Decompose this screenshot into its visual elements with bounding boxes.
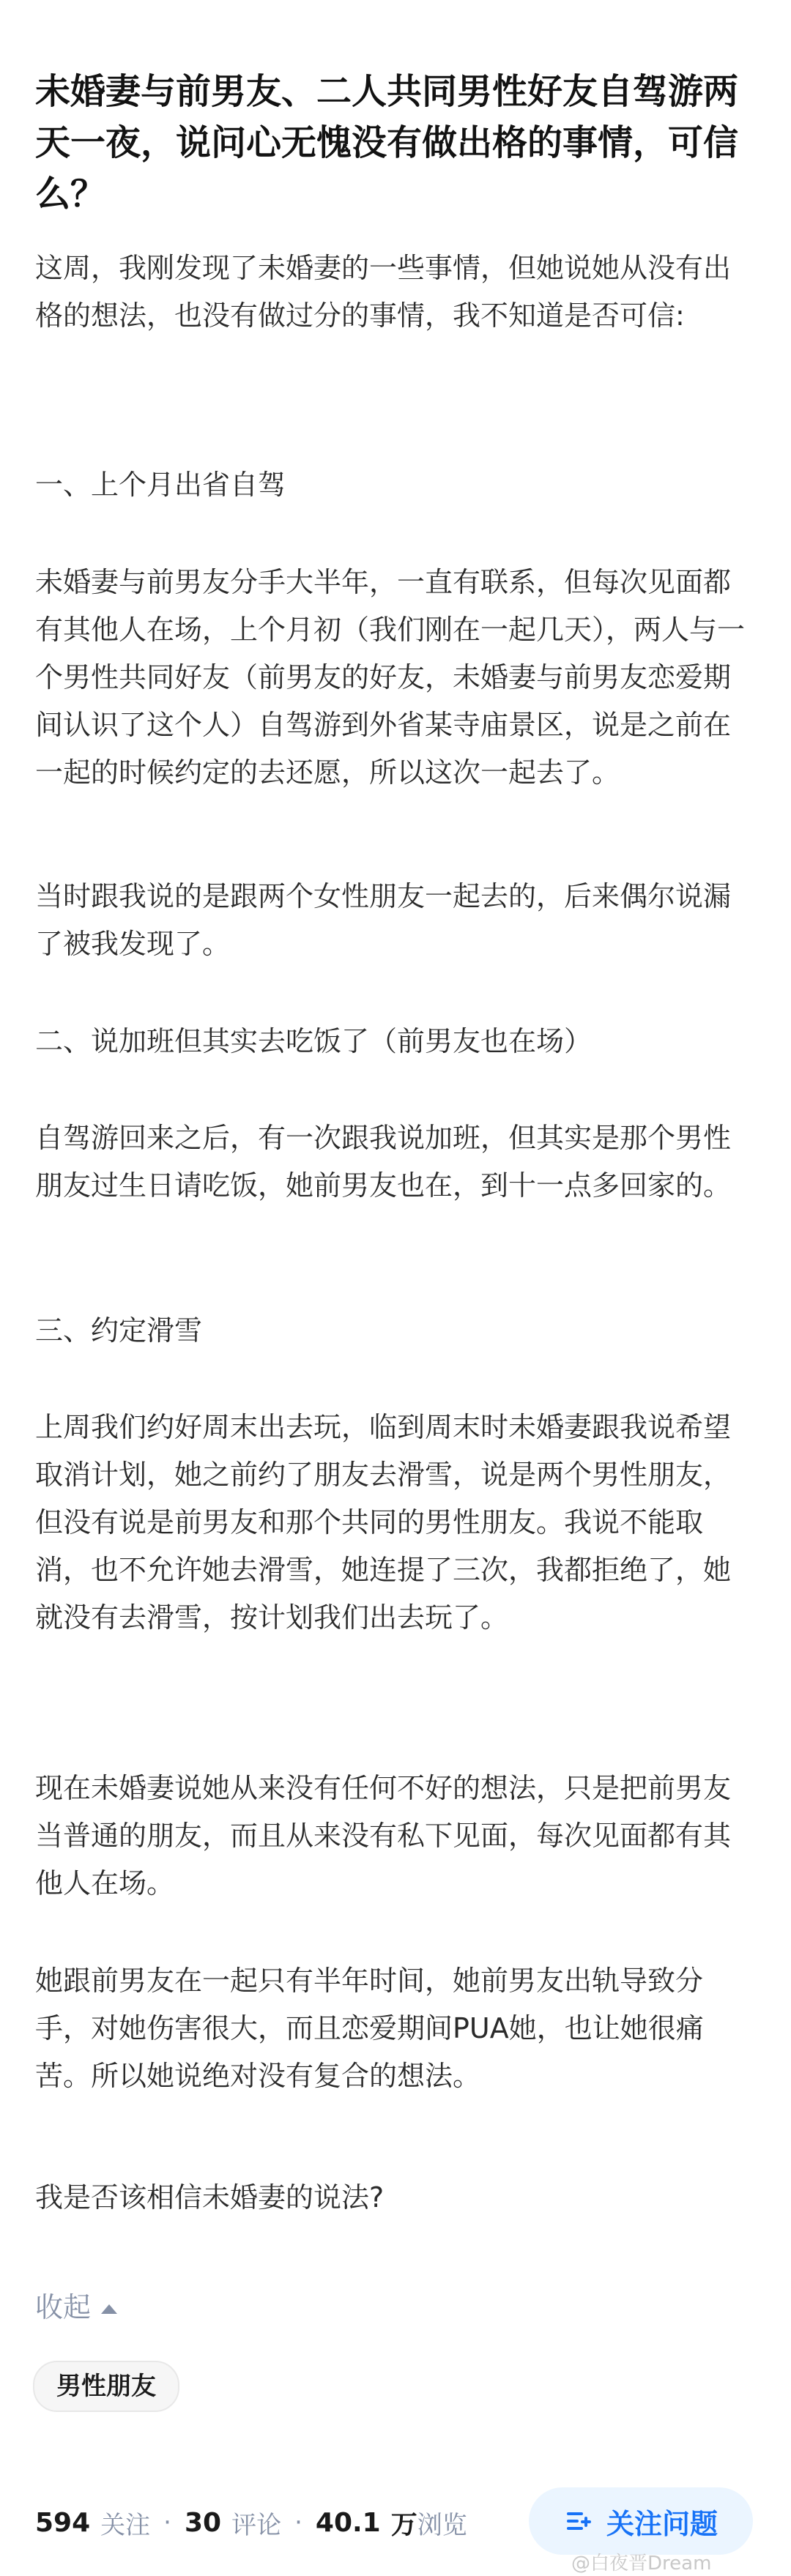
comment-count-label[interactable]: 评论 bbox=[231, 2510, 282, 2540]
question-paragraph: 现在未婚妻说她从来没有任何不好的想法，只是把前男友当普通的朋友，而且从来没有私下见面，每次见面都有其他人在场。 bbox=[35, 1772, 732, 1899]
view-count: 40.1 bbox=[315, 2507, 381, 2538]
question-paragraph: 上周我们约好周末出去玩，临到周末时未婚妻跟我说希望取消计划，她之前约了朋友去滑雪，说是两个男性朋友，但没有说是前男友和那个共同的男性朋友。我说不能取消，也不允许她去滑雪，她连提了三次，我都拒绝了，她就没有去滑雪，按计划我们出去玩了。 bbox=[35, 1411, 732, 1634]
stat-separator: · bbox=[294, 2508, 302, 2537]
question-title: 未婚妻与前男友、二人共同男性好友自驾游两天一夜，说问心无愧没有做出格的事情，可信么？ bbox=[35, 71, 739, 215]
follow-question-button[interactable] bbox=[529, 2487, 753, 2555]
section-heading: 三、约定滑雪 bbox=[35, 1314, 203, 1347]
view-count-unit: 万 bbox=[390, 2509, 417, 2540]
caret-up-icon bbox=[101, 2304, 117, 2314]
question-paragraph: 当时跟我说的是跟两个女性朋友一起去的，后来偶尔说漏了被我发现了。 bbox=[35, 880, 732, 960]
topic-tag[interactable]: 男性朋友 bbox=[33, 2361, 179, 2412]
section-heading: 二、说加班但其实去吃饭了（前男友也在场） bbox=[35, 1025, 593, 1057]
follow-count-label: 关注 bbox=[100, 2510, 151, 2540]
view-count-label: 浏览 bbox=[417, 2510, 467, 2540]
question-paragraph: 这周，我刚发现了未婚妻的一些事情，但她说她从没有出格的想法，也没有做过分的事情，我不知道是否可信: bbox=[35, 252, 732, 332]
collapse-button[interactable] bbox=[35, 2285, 117, 2329]
question-paragraph: 自驾游回来之后，有一次跟我说加班，但其实是那个男性朋友过生日请吃饭，她前男友也在，到十一点多回家的。 bbox=[35, 1122, 732, 1202]
follow-question-label: 关注问题 bbox=[606, 2507, 718, 2540]
comment-count[interactable]: 30 bbox=[184, 2507, 222, 2538]
follow-count: 594 bbox=[35, 2507, 91, 2538]
add-list-icon bbox=[564, 2506, 593, 2536]
watermark: @白夜晋Dream bbox=[571, 2553, 712, 2575]
question-paragraph: 未婚妻与前男友分手大半年，一直有联系，但每次见面都有其他人在场，上个月初（我们刚在一起几天），两人与一个男性共同好友（前男友的好友，未婚妻与前男友恋爱期间认识了这个人）自驾游到外省某寺庙景区，说是之前在一起的时候约定的去还愿，所以这次一起去了。 bbox=[35, 566, 746, 789]
question-paragraph: 她跟前男友在一起只有半年时间，她前男友出轨导致分手，对她伤害很大，而且恋爱期间PUA她，也让她很痛苦。所以她说绝对没有复合的想法。 bbox=[35, 1965, 704, 2092]
section-heading: 一、上个月出省自驾 bbox=[35, 469, 286, 501]
collapse-label: 收起 bbox=[35, 2291, 92, 2323]
stat-separator: · bbox=[163, 2508, 171, 2537]
question-stats bbox=[35, 2493, 467, 2552]
question-paragraph: 我是否该相信未婚妻的说法? bbox=[35, 2181, 385, 2214]
